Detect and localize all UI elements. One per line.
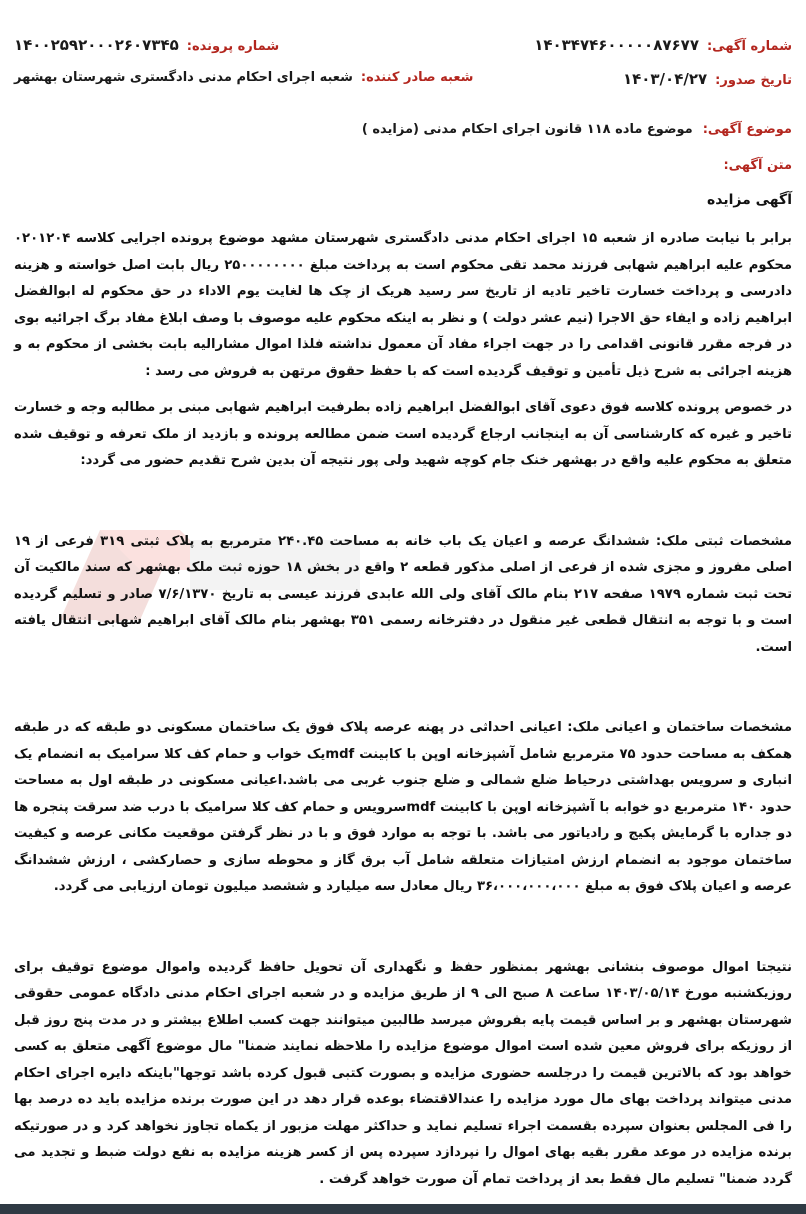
subject-label: موضوع آگهی: [702,122,792,137]
file-number: ۱۴۰۰۲۵۹۲۰۰۰۲۶۰۷۳۴۵ [14,36,179,54]
ad-number-field [534,36,792,54]
paragraph: مشخصات ثبتی ملک: ششدانگ عرصه و اعیان یک باب خانه به مساحت ۲۴۰.۴۵ مترمربع به پلاک ثبتی ۳۱۹ فرعی از ۱۹ اصلی مفروز و مجزی شده از فرعی از اصلی مذکور قطعه ۲ واقع در بخش ۱۸ حوزه ثبت ملک بهشهر که سند مالکیت آن تحت ثبت شماره ۱۹۷۹ صفحه ۲۱۷ بنام مالک آقای ولی الله عابدی فرزند عیسی به تاریخ ۷/۶/۱۳۷۰ صادر و تسلیم گردیده است و با توجه به انتقال قطعی غیر منقول در دفترخانه رسمی ۳۵۱ بهشهر بنام مالک آقای ابراهیم شهابی انتقال یافته است. [14,533,793,655]
issue-date: ۱۴۰۳/۰۴/۲۷ [622,70,708,88]
notice-body [14,226,792,1193]
issuer-field [14,70,473,88]
subject-row [14,122,792,137]
paragraph: برابر با نیابت صادره از شعبه ۱۵ اجرای احکام مدنی دادگستری شهرستان مشهد موضوع پرونده اجرایی کلاسه ۰۲۰۱۲۰۴ محکوم علیه ابراهیم شهابی فرزند محمد تقی محکوم است به پرداخت مبلغ ۲۵۰۰۰۰۰۰۰۰ ریال بابت اصل خواسته و هزینه دادرسی و پرداخت خسارت تاخیر تادیه از تاریخ سر رسید هریک از چک ها لغایت یوم الاداء در حق محکوم له ابوالفضل ابراهیم زاده و ایفاء حق الاجرا (نیم عشر دولت ) و نظر به اینکه محکوم علیه موصوف با وصف ابلاغ مفاد برگ اجرائیه بوی در فرجه مقرر قانونی اقدامی را در جهت اجراء مفاد آن معمول نداشته فلذا اموال مشاراليه بابت بخشی از محکوم به و هزینه اجرائی به شرح ذیل تأمین و توقیف گردیده است که با حفظ حقوق مرتهن به فروش می رسد : [14,231,792,379]
ad-number: ۱۴۰۳۴۷۴۶۰۰۰۰۰۸۷۶۷۷ [534,36,699,54]
paragraph: مشخصات ساختمان و اعیانی ملک: اعیانی احداثی در پهنه عرصه پلاک فوق یک ساختمان مسکونی دو طبقه که در طبقه همکف به مساحت حدود ۷۵ مترمربع شامل آشپزخانه اوپن با کابینت mdfیک خواب و حمام کف کلا سرامیک به انضمام یک انباری و سرویس بهداشتی درحیاط ضلع شمالی و ضلع جنوب غربی می باشد.اعیانی مسکونی در طبقه اول به مساحت حدود ۱۴۰ مترمربع دو خوابه با آشپزخانه اوپن با کابینت mdfسرویس و حمام کف کلا سرامیک با درب ضد سرقت پنجره ها دو جداره با گرمایش پکیج و رادیاتور می باشد. با توجه به موارد فوق و با در نظر گرفتن موقعیت مکانی عرصه و کیفیت ساختمان موجود به انضمام ارزش امتیازات متعلقه شامل آب برق گاز و محوطه سازی و حصارکشی ، ارزش ششدانگ عرصه و اعیان پلاک فوق به مبلغ ۳۶،۰۰۰،۰۰۰،۰۰۰ ریال معادل سه میلیارد و ششصد میلیون تومان ارزیابی می گردد. [14,720,793,894]
text-label: متن آگهی: [723,158,792,173]
issue-date-label: تاریخ صدور: [715,73,792,88]
notice-title: آگهی مزایده [706,192,792,208]
issue-date-field [623,70,792,88]
subject-text: موضوع ماده ۱۱۸ قانون اجرای احکام مدنی (مزایده ) [361,122,693,137]
header-row-1 [14,36,792,54]
bottom-bar [0,1204,806,1214]
file-number-field [14,36,279,54]
paragraph: نتیجتا اموال موصوف بنشانی بهشهر بمنظور حفظ و نگهداری آن تحویل حافظ گردیده واموال موضوع توقیف برای روزیکشنبه مورخ ۱۴۰۳/۰۵/۱۴ ساعت ۸ صبح الی ۹ از طریق مزایده و در شعبه اجرای احکام مدنی دادگاه عمومی حقوقی شهرستان بهشهر و بر اساس قیمت پایه بفروش میرسد طالبین میتوانند جهت کسب اطلاع بیشتر و در مدت پنج روز قبل از روزیکه برای فروش معین شده است اموال موضوع مزایده را ملاحظه نمایند ضمنا" مال موضوع آگهی متعلق به کسی خواهد بود که بالاترین قیمت را درجلسه حضوری مزایده و بصورت کتبی قبول کرده باشد توجها"باینکه دایره اجرای احکام مدنی میتواند پرداخت بهای مال مورد مزایده را عندالاقتضاء بوعده قرار دهد در این صورت برنده مزایده باید ده درصد بها را فی المجلس بعنوان سپرده بقسمت اجراء تسلیم نماید و حداکثر مهلت مزبور از یکماه تجاوز نخواهد کرد و در صورتیکه برنده مزایده در موعد مقرر بقیه بهای اموال را نپردازد سپرده پس از کسر هزینه مزایده به نفع دولت ضبط و تجدید می گردد ضمنا" تسلیم مال فقط بعد از پرداخت تمام آن صورت خواهد گرفت . [14,959,792,1187]
issuer: شعبه اجرای احکام مدنی دادگستری شهرستان بهشهر [14,70,353,85]
header-row-2 [14,70,792,88]
file-number-label: شماره پرونده: [186,39,280,54]
issuer-label: شعبه صادر کننده: [360,70,474,85]
paragraph: در خصوص پرونده کلاسه فوق دعوی آقای ابوالفضل ابراهیم زاده بطرفیت ابراهیم شهابی مبنی بر مطالبه وجه و خسارت تاخیر و غیره که کارشناسی آن به اینجانب ارجاع گردیده است ضمن مطالعه پرونده و بازدید از ملک تعرفه و توقیف شده متعلق به محکوم علیه واقع در بهشهر خنک جام کوچه شهید ولی پور نتیجه آن بدین شرح تقدیم حضور می گردد: [14,400,792,468]
ad-number-label: شماره آگهی: [706,39,792,54]
